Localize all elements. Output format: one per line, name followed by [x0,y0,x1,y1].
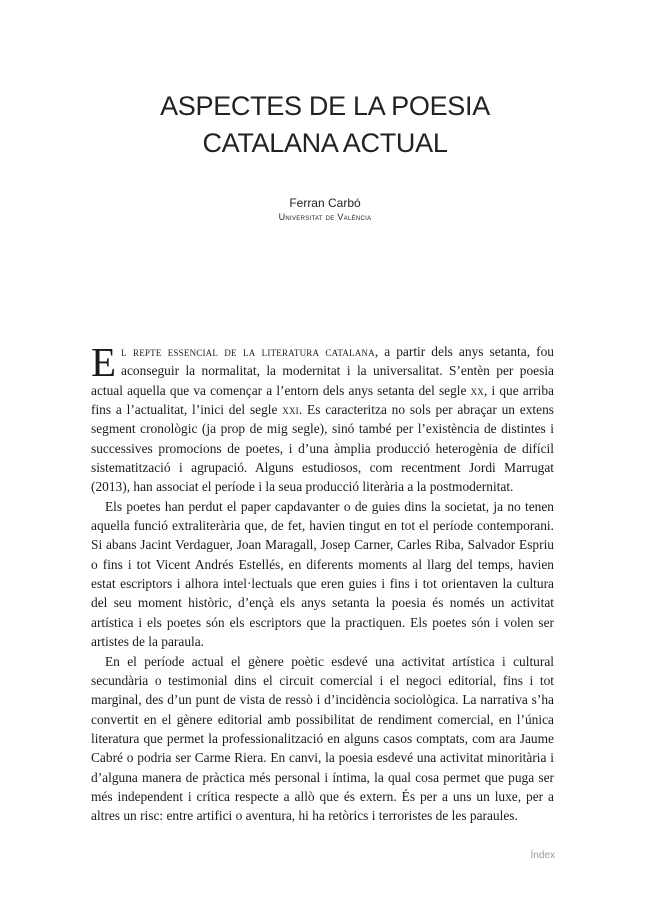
index-link[interactable]: Índex [530,850,555,861]
article-body [91,339,555,826]
author-name: Ferran Carbó [289,196,361,210]
title-line-2: CATALANA ACTUAL [202,128,448,158]
paragraph-3: En el període actual el gènere poètic esdevé una activitat artística i cultural secundària o testimonial dins el circuit comercial i el negoci editorial, fins i tot marginal, des d’un punt de vista de ressò i d’incidència sociològica. La narrativa s’ha convertit en el gènere editorial amb possibilitat de rendiment comercial, en l’única literatura que permet la professionalització en alguns casos comptats, com ara Jaume Cabré o podria ser Carme Riera. En canvi, la poesia esdevé una activitat minoritària i d’alguna manera de pràctica més personal i íntima, la qual cosa permet que puga ser més independent i crítica respecte a allò que és extern. És per a uns un luxe, per a altres un risc: entre artifici o aventura, hi ha retòrics i terroristes de les paraules. [91,653,554,824]
paragraph-1 [91,339,555,497]
article-title [60,88,590,162]
paragraph-1-end: . Es caracteritza no sols per abraçar un extens segment cronològic (ja prop de mig segle), sinó també per l’existència de distintes i successives promocions de poetes, i d’una àmplia producció heterogènia de difícil sistematització i agrupació. Alguns estudiosos, com recentment Jordi Marrugat (2013), han associat el període i la seua producció literària a la postmodernitat. [91,402,554,495]
paragraph-1-mid: , i que arriba fins a l’actualitat, l’inici del segle [91,382,555,418]
century-xxi: xxi [282,402,299,418]
paragraph-2: Els poetes han perdut el paper capdavanter o de guies dins la societat, ja no tenen aquella funció extraliterària que, de fet, havien tingut en tot el període contemporani. Si abans Jacint Verdaguer, Joan Maragall, Josep Carner, Carles Riba, Salvador Espriu o fins i tot Vicent Andrés Estellés, en diferents moments al llarg del temps, havien estat escriptors i alhora intel·lectuals que eren guies i fins i tot orientaven la cultura del seu moment històric, d’ençà els anys setanta la poesia és només un activitat artística i els poetes són els escriptors que la practiquen. Els poetes són i volen ser artistes de la paraula. [91,498,554,650]
century-xx: xx [470,382,485,398]
author-affiliation: Universitat de València [278,212,372,222]
paragraph-1-text: , a partir dels anys setanta, fou aconseguir la normalitat, la modernitat i la universalitat. S’entèn per poesia actual aquella que va començar a l’entorn dels anys setanta del segle [91,344,554,398]
drop-cap: E [91,339,117,385]
lead-in-smallcaps: l repte essencial de la literatura catalana [121,344,375,359]
title-line-1: ASPECTES DE LA POESIA [160,91,490,121]
